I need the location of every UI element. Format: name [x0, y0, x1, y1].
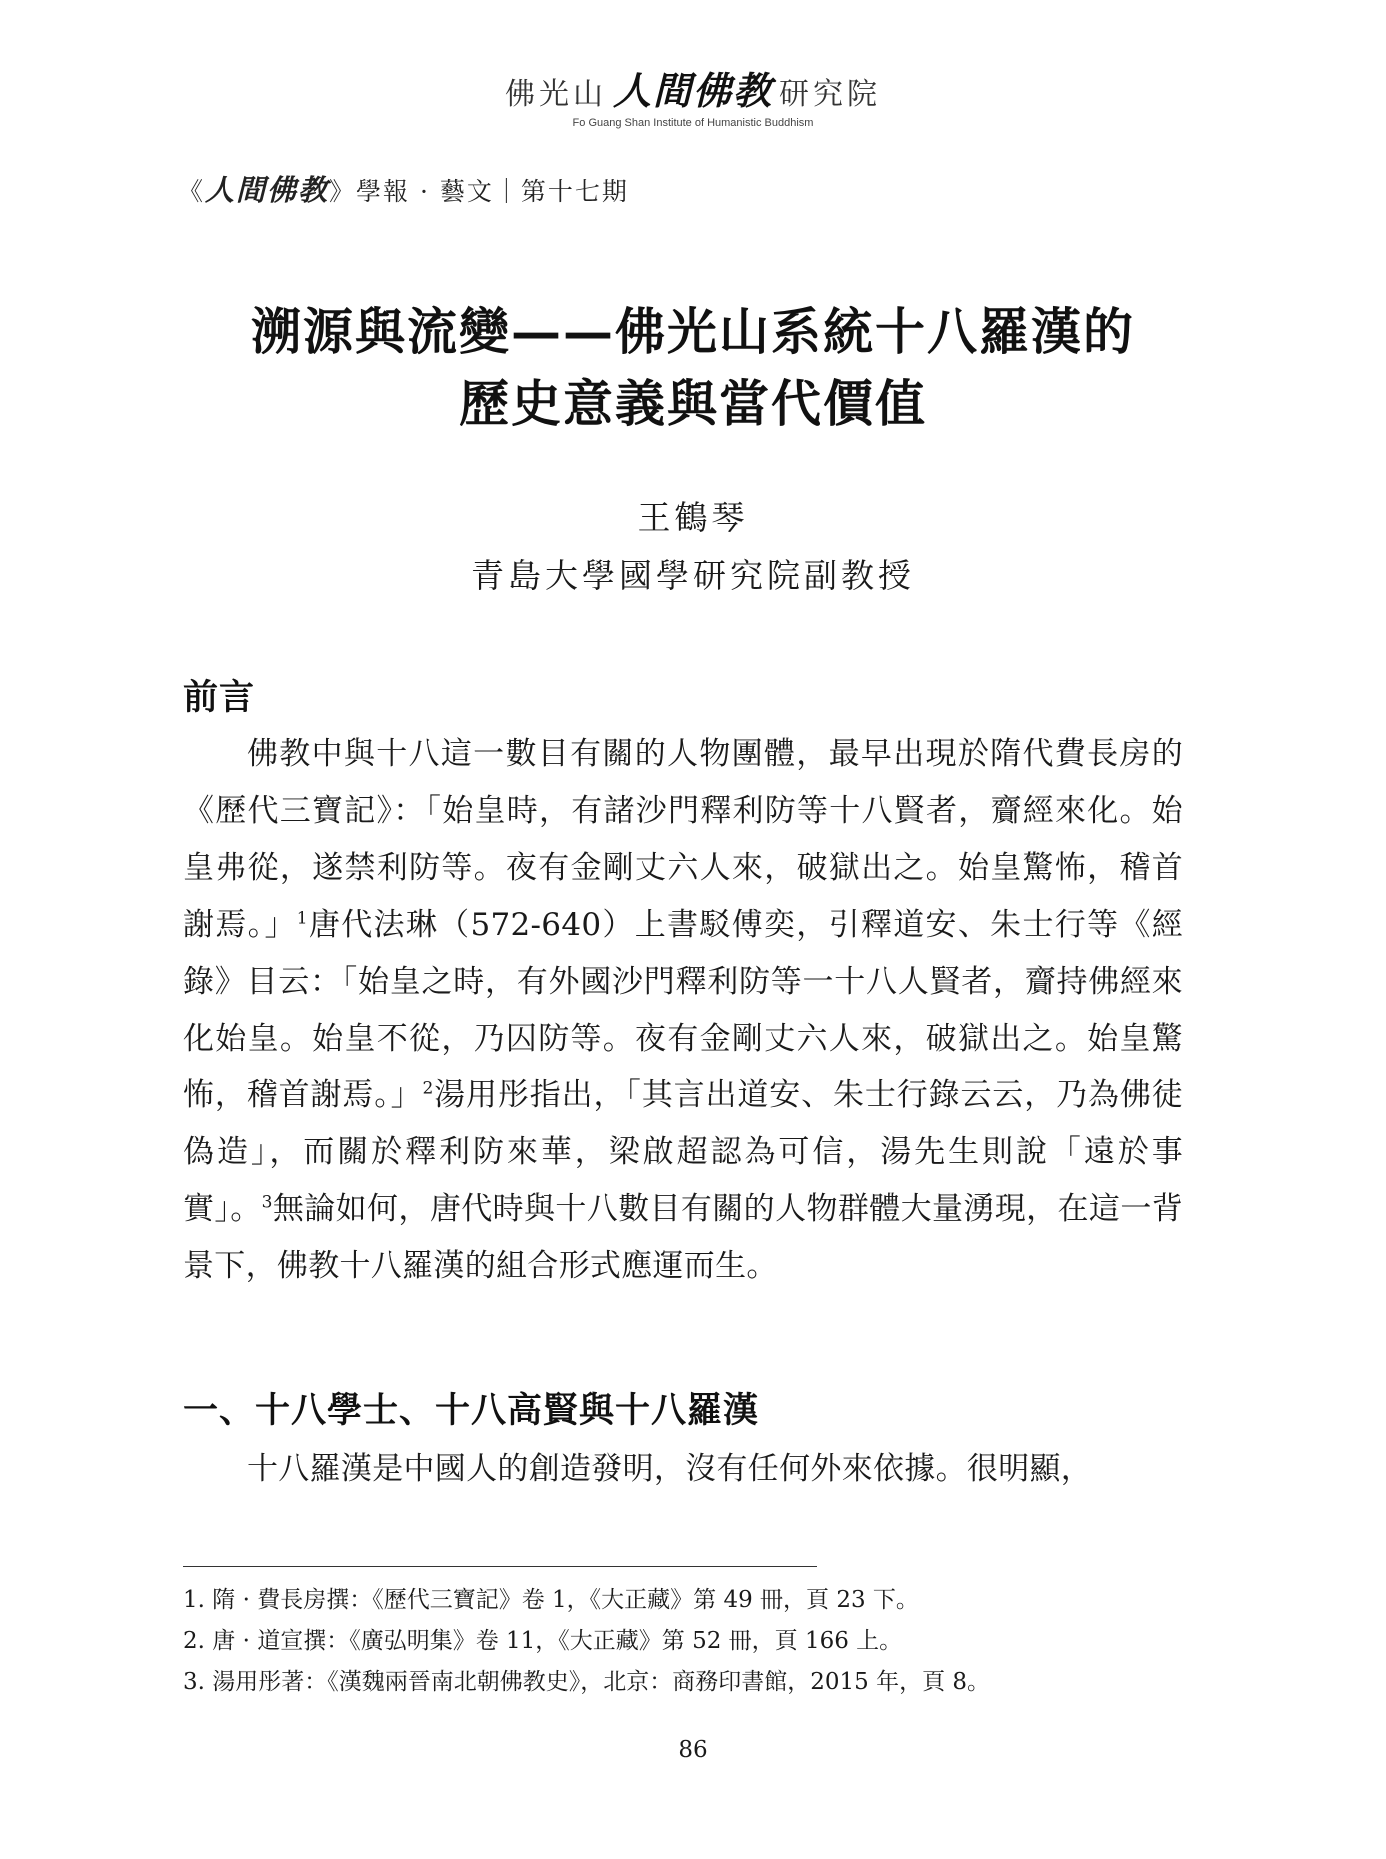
footnote-ref-2[interactable]: 2 — [422, 1079, 434, 1100]
preface-text-3: 湯用彤指出，「其言出道安、朱士行錄云云，乃為佛徒偽造」，而關於釋利防來華，梁啟超認為可信，湯先生則說「遠於事實」。 — [183, 1077, 1183, 1228]
preface-paragraph — [183, 726, 1183, 1295]
footnote-ref-1[interactable]: 1 — [296, 908, 308, 929]
journal-open-bracket: 《 — [178, 177, 206, 206]
footnote-3: 3. 湯用彤著：《漢魏兩晉南北朝佛教史》，北京：商務印書館，2015 年，頁 8。 — [183, 1669, 991, 1695]
footnote-ref-3[interactable]: 3 — [261, 1192, 273, 1213]
institute-brand-logo: 人間佛教 — [612, 68, 773, 113]
running-header — [0, 60, 1386, 129]
footnotes — [183, 1580, 1193, 1703]
footnote-2: 2. 唐 · 道宣撰：《廣弘明集》卷 11，《大正藏》第 52 冊，頁 166 上。 — [183, 1628, 903, 1654]
journal-brand-logo: 人間佛教 — [205, 173, 330, 207]
footnote-1: 1. 隋 · 費長房撰：《歷代三寶記》卷 1，《大正藏》第 49 冊，頁 23 下。 — [183, 1587, 919, 1613]
article-title-line-2: 歷史意義與當代價值 — [459, 374, 927, 433]
section-1-text: 十八羅漢是中國人的創造發明，沒有任何外來依據。很明顯， — [247, 1451, 1093, 1487]
section-heading-1: 一、十八學士、十八高賢與十八羅漢 — [183, 1390, 760, 1431]
institute-name — [0, 60, 1386, 115]
preface-text-4: 無論如何，唐代時與十八數目有關的人物群體大量湧現，在這一背景下，佛教十八羅漢的組合形式應運而生。 — [183, 1191, 1183, 1285]
preface-text-2: 唐代法琳（572-640）上書駁傅奕，引釋道安、朱士行等《經錄》目云：「始皇之時，有外國沙門釋利防等一十八人賢者，齎持佛經來化始皇。始皇不從，乃囚防等。夜有金剛丈六人來，破獄出之。始皇驚怖，稽首謝焉。」 — [183, 906, 1184, 1114]
page-number: 86 — [678, 1737, 708, 1763]
journal-issue: 》學報 · 藝文｜第十七期 — [329, 177, 629, 206]
institute-name-right: 研究院 — [779, 77, 881, 112]
section-1-paragraph — [183, 1441, 1183, 1498]
author-affiliation: 青島大學國學研究院副教授 — [471, 556, 915, 595]
article-title — [0, 296, 1386, 440]
section-heading-preface: 前言 — [183, 677, 256, 718]
institute-english-name: Fo Guang Shan Institute of Humanistic Buddhism — [572, 117, 814, 129]
author-name: 王鶴琴 — [637, 498, 749, 537]
journal-line — [178, 168, 629, 209]
footnote-divider — [183, 1566, 817, 1567]
institute-name-left: 佛光山 — [504, 77, 607, 112]
article-title-line-1: 溯源與流變——佛光山系統十八羅漢的 — [251, 302, 1135, 361]
preface-text-1: 佛教中與十八這一數目有關的人物團體，最早出現於隋代費長房的《歷代三寶記》：「始皇時，有諸沙門釋利防等十八賢者，齎經來化。始皇弗從，遂禁利防等。夜有金剛丈六人來，破獄出之。始皇驚怖，稽首謝焉。」 — [183, 736, 1183, 943]
